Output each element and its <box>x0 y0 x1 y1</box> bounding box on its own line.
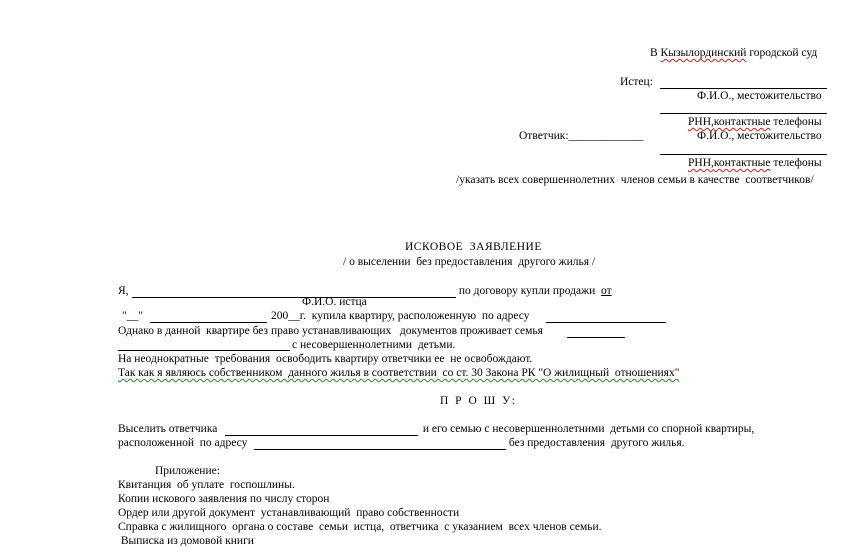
appendix-title: Приложение: <box>155 465 220 477</box>
defendant-label: Ответчик:_____________ <box>519 130 644 142</box>
family-blank-2 <box>118 350 290 351</box>
request-line-2-start: расположенной по адресу <box>118 437 248 449</box>
plaintiff-rnn-line <box>660 113 827 114</box>
body-line-1-start: Я, <box>118 285 129 297</box>
request-line-1-end: и его семью с несовершеннолетними детьми со спорной квартиры, <box>420 423 755 435</box>
appendix-item: Выписка из домовой книги <box>118 535 254 547</box>
request-address-blank <box>254 449 506 450</box>
request-line-2-end: без предоставления другого жилья. <box>506 437 685 449</box>
court-line <box>650 48 817 60</box>
plaintiff-line <box>660 88 827 89</box>
body-line-4: с несовершеннолетними детьми. <box>292 339 456 351</box>
document-subtitle: / о выселении без предоставления другого жилья / <box>343 256 596 268</box>
phones-suffix: телефоны <box>770 157 822 169</box>
plaintiff-fio-caption-body: Ф.И.О. истца <box>302 296 367 308</box>
codefendants-note: /указать всех совершеннолетних членов семьи в качестве соответчиков/ <box>456 174 814 186</box>
body-line-1-mid <box>456 286 612 298</box>
appendix-item: Ордер или другой документ устанавливающий право собственности <box>118 507 460 519</box>
document-title: ИСКОВОЕ ЗАЯВЛЕНИЕ <box>405 241 542 253</box>
request-title: П Р О Ш У: <box>440 395 518 407</box>
appendix-item: Справка с жилищного органа о составе семьи истца, ответчика с указанием всех членов семьи. <box>118 521 602 533</box>
defendant-fio-caption: Ф.И.О., местожительство <box>697 130 822 142</box>
body-line-2-start: "__" <box>122 310 143 322</box>
rnn-label: РНН, <box>688 116 714 128</box>
contract-from: от <box>601 285 612 297</box>
family-blank <box>567 337 625 338</box>
plaintiff-fio-caption: Ф.И.О., местожительство <box>697 90 822 102</box>
body-line-6: Так как я являюсь собственником данного жилья в соответствии со ст. 30 Закона РК "О жилищный отношениях" <box>118 367 680 379</box>
rnn-label: РНН, <box>688 157 714 169</box>
phones-label: контактные <box>713 157 771 169</box>
plaintiff-contacts-caption <box>688 117 822 129</box>
contract-text: по договору купли продажи <box>456 285 601 297</box>
defendant-contacts-caption <box>688 158 822 170</box>
defendant-name-blank <box>225 435 418 436</box>
appendix-item: Копии искового заявления по числу сторон <box>118 493 330 505</box>
defendant-rnn-line <box>660 154 827 155</box>
court-suffix: городской суд <box>746 47 818 59</box>
court-prefix: В <box>650 47 658 59</box>
request-line-1-start: Выселить ответчика <box>118 423 218 435</box>
court-name: Кызылординский <box>660 47 747 59</box>
date-blank <box>150 322 267 323</box>
plaintiff-label: Истец: <box>620 76 653 88</box>
body-line-5: На неоднократные требования освободить квартиру ответчики ее не освобождают. <box>118 353 533 365</box>
body-line-3: Однако в данной квартире без право устанавливающих документов проживает семья <box>118 325 543 337</box>
plaintiff-name-blank <box>132 297 456 298</box>
address-blank <box>546 322 666 323</box>
body-line-2-mid: 200__г. купила квартиру, расположенную по адресу <box>271 310 530 322</box>
phones-suffix: телефоны <box>770 116 822 128</box>
phones-label: контактные <box>713 116 771 128</box>
appendix-item: Квитанция об уплате госпошлины. <box>118 479 295 491</box>
